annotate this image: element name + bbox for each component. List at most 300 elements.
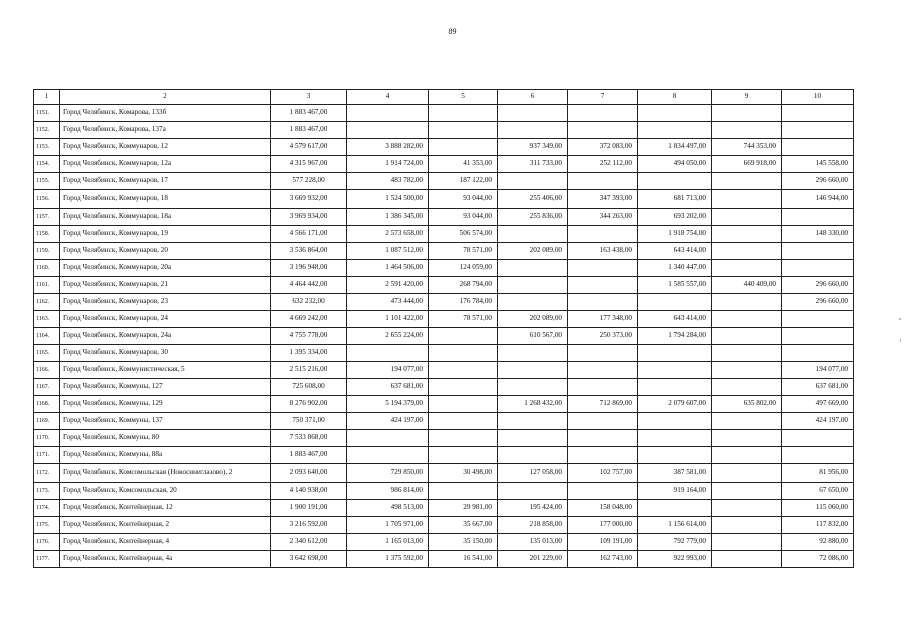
address-cell: Город Челябинск, Комарова, 137а (60, 122, 271, 139)
address-cell: Город Челябинск, Коммунаров, 18а (60, 209, 271, 226)
amount-cell: 311 733,00 (498, 156, 568, 173)
amount-cell: 102 757,00 (568, 464, 638, 483)
amount-cell: 3 969 934,00 (271, 209, 347, 226)
amount-cell (712, 447, 782, 464)
amount-cell: 344 263,00 (568, 209, 638, 226)
amount-cell (712, 311, 782, 328)
amount-cell (782, 311, 854, 328)
amount-cell: 1 464 506,00 (347, 260, 429, 277)
amount-cell: 3 888 282,00 (347, 139, 429, 156)
row-number-cell: 1165. (34, 345, 60, 362)
amount-cell: 16 541,00 (429, 551, 498, 568)
amount-cell (498, 122, 568, 139)
address-cell: Город Челябинск, Коммуны, 127 (60, 379, 271, 396)
amount-cell (712, 260, 782, 277)
amount-cell (782, 122, 854, 139)
amount-cell (498, 362, 568, 379)
amount-cell (498, 260, 568, 277)
scan-mark (900, 339, 901, 342)
column-header: 10 (782, 90, 854, 105)
amount-cell (498, 105, 568, 122)
row-number-cell: 1173. (34, 483, 60, 500)
amount-cell: 1 900 191,00 (271, 500, 347, 517)
amount-cell: 194 077,00 (347, 362, 429, 379)
amount-cell: 162 743,00 (568, 551, 638, 568)
amount-cell: 117 832,00 (782, 517, 854, 534)
table-row (34, 226, 854, 243)
amount-cell: 725 608,00 (271, 379, 347, 396)
amount-cell (498, 345, 568, 362)
amount-cell: 78 571,00 (429, 311, 498, 328)
table-row (34, 447, 854, 464)
row-number-cell: 1161. (34, 277, 60, 294)
address-cell: Город Челябинск, Коммунаров, 19 (60, 226, 271, 243)
table-row (34, 156, 854, 173)
amount-cell (712, 328, 782, 345)
amount-cell: 922 993,00 (638, 551, 712, 568)
amount-cell: 29 981,00 (429, 500, 498, 517)
amount-cell (712, 226, 782, 243)
amount-cell: 115 060,00 (782, 500, 854, 517)
amount-cell (498, 413, 568, 430)
table-row (34, 413, 854, 430)
amount-cell: 252 112,00 (568, 156, 638, 173)
amount-cell (429, 139, 498, 156)
amount-cell: 792 779,00 (638, 534, 712, 551)
amount-cell: 372 083,00 (568, 139, 638, 156)
amount-cell: 78 571,00 (429, 243, 498, 260)
amount-cell: 1 101 422,00 (347, 311, 429, 328)
amount-cell (429, 396, 498, 413)
amount-cell: 163 438,00 (568, 243, 638, 260)
row-number-cell: 1174. (34, 500, 60, 517)
amount-cell (712, 413, 782, 430)
amount-cell (638, 447, 712, 464)
address-cell: Город Челябинск, Коммунаров, 17 (60, 173, 271, 190)
table-row (34, 277, 854, 294)
amount-cell (568, 294, 638, 311)
amount-cell: 986 814,00 (347, 483, 429, 500)
row-number-cell: 1153. (34, 139, 60, 156)
address-cell: Город Челябинск, Коммунаров, 20а (60, 260, 271, 277)
table-row (34, 190, 854, 209)
amount-cell: 1 524 500,00 (347, 190, 429, 209)
amount-cell: 424 197,00 (347, 413, 429, 430)
amount-cell: 5 194 379,00 (347, 396, 429, 413)
row-number-cell: 1176. (34, 534, 60, 551)
table-row (34, 517, 854, 534)
amount-cell: 194 077,00 (782, 362, 854, 379)
address-cell: Город Челябинск, Комсомольская, 20 (60, 483, 271, 500)
row-number-cell: 1160. (34, 260, 60, 277)
amount-cell: 250 373,00 (568, 328, 638, 345)
amount-cell (712, 483, 782, 500)
amount-cell: 424 197,00 (782, 413, 854, 430)
table-row (34, 500, 854, 517)
table-row (34, 139, 854, 156)
amount-cell: 176 784,00 (429, 294, 498, 311)
address-cell: Город Челябинск, Коммунаров, 23 (60, 294, 271, 311)
amount-cell: 67 650,00 (782, 483, 854, 500)
amount-cell: 494 050,00 (638, 156, 712, 173)
address-cell: Город Челябинск, Контейнерная, 4 (60, 534, 271, 551)
amount-cell: 92 880,00 (782, 534, 854, 551)
amount-cell (638, 345, 712, 362)
address-cell: Город Челябинск, Коммуны, 137 (60, 413, 271, 430)
address-cell: Город Челябинск, Коммунаров, 18 (60, 190, 271, 209)
amount-cell: 1 087 512,00 (347, 243, 429, 260)
amount-cell (782, 105, 854, 122)
table-row (34, 243, 854, 260)
amount-cell: 177 348,00 (568, 311, 638, 328)
amount-cell (568, 277, 638, 294)
amount-cell (712, 190, 782, 209)
amount-cell (568, 483, 638, 500)
row-number-cell: 1163. (34, 311, 60, 328)
amount-cell: 268 794,00 (429, 277, 498, 294)
amount-cell: 255 836,00 (498, 209, 568, 226)
column-header: 5 (429, 90, 498, 105)
amount-cell (429, 328, 498, 345)
amount-cell: 7 533 868,00 (271, 430, 347, 447)
amount-cell (782, 447, 854, 464)
address-cell: Город Челябинск, Комарова, 133б (60, 105, 271, 122)
table-row (34, 345, 854, 362)
amount-cell: 93 044,00 (429, 209, 498, 226)
amount-cell (712, 534, 782, 551)
amount-cell: 201 229,00 (498, 551, 568, 568)
row-number-cell: 1175. (34, 517, 60, 534)
amount-cell: 744 353,00 (712, 139, 782, 156)
amount-cell: 473 444,00 (347, 294, 429, 311)
row-number-cell: 1155. (34, 173, 60, 190)
amount-cell (712, 362, 782, 379)
address-cell: Город Челябинск, Коммунаров, 20 (60, 243, 271, 260)
amount-cell: 135 013,00 (498, 534, 568, 551)
amount-cell (782, 243, 854, 260)
amount-cell: 177 000,00 (568, 517, 638, 534)
column-header: 7 (568, 90, 638, 105)
amount-cell (782, 139, 854, 156)
amount-cell: 919 164,00 (638, 483, 712, 500)
amount-cell: 145 558,00 (782, 156, 854, 173)
amount-cell: 3 536 864,00 (271, 243, 347, 260)
address-cell: Город Челябинск, Комсомольская (Новосинеглазово), 2 (60, 464, 271, 483)
amount-cell (568, 447, 638, 464)
amount-cell (568, 173, 638, 190)
address-cell: Город Челябинск, Коммунаров, 30 (60, 345, 271, 362)
row-number-cell: 1172. (34, 464, 60, 483)
column-header: 6 (498, 90, 568, 105)
row-number-cell: 1164. (34, 328, 60, 345)
table-row (34, 260, 854, 277)
amount-cell: 195 424,00 (498, 500, 568, 517)
row-number-cell: 1166. (34, 362, 60, 379)
amount-cell: 1 794 284,00 (638, 328, 712, 345)
address-cell: Город Челябинск, Коммунаров, 24 (60, 311, 271, 328)
table-row (34, 362, 854, 379)
amount-cell: 577 228,00 (271, 173, 347, 190)
table-row (34, 551, 854, 568)
amount-cell: 1 340 447,00 (638, 260, 712, 277)
column-header: 3 (271, 90, 347, 105)
amount-cell: 498 513,00 (347, 500, 429, 517)
row-number-cell: 1171. (34, 447, 60, 464)
amount-cell: 4 755 778,00 (271, 328, 347, 345)
amount-cell (498, 447, 568, 464)
table-row (34, 105, 854, 122)
amount-cell (498, 277, 568, 294)
amount-cell (429, 379, 498, 396)
amount-cell: 1 268 432,00 (498, 396, 568, 413)
amount-cell (568, 345, 638, 362)
amount-cell (568, 260, 638, 277)
address-cell: Город Челябинск, Коммуны, 88а (60, 447, 271, 464)
amount-cell: 750 371,00 (271, 413, 347, 430)
amount-cell (347, 122, 429, 139)
amount-cell (638, 430, 712, 447)
amount-cell: 296 660,00 (782, 173, 854, 190)
amount-cell (712, 209, 782, 226)
address-cell: Город Челябинск, Контейнерная, 4а (60, 551, 271, 568)
amount-cell: 1 883 467,00 (271, 122, 347, 139)
amount-cell (712, 551, 782, 568)
amount-cell (638, 500, 712, 517)
page-number: 89 (448, 27, 457, 36)
amount-cell: 643 414,00 (638, 311, 712, 328)
amount-cell (347, 430, 429, 447)
address-cell: Город Челябинск, Контейнерная, 12 (60, 500, 271, 517)
amount-cell: 35 667,00 (429, 517, 498, 534)
amount-cell: 1 883 467,00 (271, 105, 347, 122)
amount-cell: 2 340 612,00 (271, 534, 347, 551)
amount-cell: 3 196 948,00 (271, 260, 347, 277)
amount-cell: 255 406,00 (498, 190, 568, 209)
amount-cell (712, 379, 782, 396)
table-header-row (34, 90, 854, 105)
address-cell: Город Челябинск, Коммуны, 129 (60, 396, 271, 413)
amount-cell (347, 447, 429, 464)
amount-cell: 669 918,00 (712, 156, 782, 173)
amount-cell: 937 349,00 (498, 139, 568, 156)
amount-cell: 72 086,00 (782, 551, 854, 568)
row-number-cell: 1151. (34, 105, 60, 122)
amount-cell (638, 122, 712, 139)
amount-cell: 127 058,00 (498, 464, 568, 483)
table-row (34, 379, 854, 396)
table-row (34, 464, 854, 483)
amount-cell: 643 414,00 (638, 243, 712, 260)
amount-cell: 202 089,00 (498, 243, 568, 260)
amount-cell: 2 655 224,00 (347, 328, 429, 345)
amount-cell (712, 243, 782, 260)
amount-cell (429, 122, 498, 139)
amount-cell: 202 089,00 (498, 311, 568, 328)
amount-cell: 635 802,00 (712, 396, 782, 413)
amount-cell (568, 122, 638, 139)
amount-cell: 387 581,00 (638, 464, 712, 483)
scan-mark (899, 318, 901, 320)
amount-cell: 4 315 967,00 (271, 156, 347, 173)
amount-cell: 81 956,00 (782, 464, 854, 483)
amount-cell: 4 669 242,00 (271, 311, 347, 328)
amount-cell: 148 330,00 (782, 226, 854, 243)
amount-cell (429, 430, 498, 447)
column-header: 2 (60, 90, 271, 105)
amount-cell (638, 413, 712, 430)
address-cell: Город Челябинск, Коммунаров, 21 (60, 277, 271, 294)
row-number-cell: 1157. (34, 209, 60, 226)
amount-cell: 158 048,00 (568, 500, 638, 517)
amount-cell: 3 669 932,00 (271, 190, 347, 209)
amount-cell: 1 375 592,00 (347, 551, 429, 568)
amount-cell: 93 044,00 (429, 190, 498, 209)
table-row (34, 122, 854, 139)
row-number-cell: 1177. (34, 551, 60, 568)
amount-cell (429, 105, 498, 122)
amount-cell: 4 140 938,00 (271, 483, 347, 500)
table-row (34, 483, 854, 500)
amount-cell (429, 413, 498, 430)
amount-cell (568, 413, 638, 430)
amount-cell: 109 191,00 (568, 534, 638, 551)
amount-cell (498, 294, 568, 311)
amount-cell (568, 430, 638, 447)
amount-cell: 296 660,00 (782, 277, 854, 294)
amount-cell (429, 483, 498, 500)
column-header: 9 (712, 90, 782, 105)
amount-cell: 681 713,00 (638, 190, 712, 209)
amount-cell: 729 850,00 (347, 464, 429, 483)
amount-cell (712, 430, 782, 447)
column-header: 1 (34, 90, 60, 105)
amount-cell: 1 918 754,00 (638, 226, 712, 243)
amount-cell: 1 165 013,00 (347, 534, 429, 551)
amount-cell (568, 379, 638, 396)
amount-cell (429, 362, 498, 379)
amount-cell: 2 591 420,00 (347, 277, 429, 294)
amount-cell: 2 515 216,00 (271, 362, 347, 379)
table-row (34, 534, 854, 551)
amount-cell: 1 705 971,00 (347, 517, 429, 534)
row-number-cell: 1170. (34, 430, 60, 447)
row-number-cell: 1158. (34, 226, 60, 243)
amount-cell: 2 093 640,00 (271, 464, 347, 483)
amount-cell (712, 294, 782, 311)
amount-cell (712, 173, 782, 190)
amount-cell: 41 353,00 (429, 156, 498, 173)
amount-cell: 632 232,00 (271, 294, 347, 311)
amount-cell: 4 464 442,00 (271, 277, 347, 294)
amount-cell (638, 105, 712, 122)
amount-cell (347, 105, 429, 122)
amount-cell (782, 430, 854, 447)
amount-cell: 124 059,00 (429, 260, 498, 277)
amount-cell (712, 464, 782, 483)
amount-cell: 4 579 617,00 (271, 139, 347, 156)
amount-cell (498, 430, 568, 447)
address-cell: Город Челябинск, Коммунаров, 12 (60, 139, 271, 156)
amount-cell (712, 345, 782, 362)
address-cell: Город Челябинск, Коммунаров, 12а (60, 156, 271, 173)
row-number-cell: 1168. (34, 396, 60, 413)
amount-cell: 693 202,00 (638, 209, 712, 226)
table-row (34, 328, 854, 345)
amount-cell (568, 362, 638, 379)
amount-cell (782, 260, 854, 277)
table-body (34, 105, 854, 568)
amount-cell (712, 517, 782, 534)
amount-cell: 1 156 614,00 (638, 517, 712, 534)
amount-cell: 497 669,00 (782, 396, 854, 413)
table-row (34, 311, 854, 328)
amount-cell: 3 216 592,00 (271, 517, 347, 534)
amount-cell (782, 345, 854, 362)
address-cell: Город Челябинск, Коммунистическая, 5 (60, 362, 271, 379)
address-cell: Город Челябинск, Коммунаров, 24а (60, 328, 271, 345)
column-header: 8 (638, 90, 712, 105)
amount-cell: 3 642 698,00 (271, 551, 347, 568)
amount-cell: 1 585 557,00 (638, 277, 712, 294)
amount-cell: 2 573 658,00 (347, 226, 429, 243)
address-cell: Город Челябинск, Контейнерная, 2 (60, 517, 271, 534)
amount-cell (712, 122, 782, 139)
amount-cell (638, 173, 712, 190)
amount-cell: 30 498,00 (429, 464, 498, 483)
row-number-cell: 1167. (34, 379, 60, 396)
amount-cell: 637 681,00 (782, 379, 854, 396)
amount-cell: 2 079 607,00 (638, 396, 712, 413)
amount-cell: 506 574,00 (429, 226, 498, 243)
amount-cell (498, 379, 568, 396)
amount-cell (782, 209, 854, 226)
amount-cell: 35 150,00 (429, 534, 498, 551)
amount-cell: 146 944,00 (782, 190, 854, 209)
amount-cell: 187 122,00 (429, 173, 498, 190)
column-header: 4 (347, 90, 429, 105)
amount-cell (638, 294, 712, 311)
amount-cell (347, 345, 429, 362)
amount-cell: 712 869,00 (568, 396, 638, 413)
row-number-cell: 1162. (34, 294, 60, 311)
amount-cell: 8 276 902,00 (271, 396, 347, 413)
table-row (34, 173, 854, 190)
table-row (34, 209, 854, 226)
amount-cell (429, 447, 498, 464)
amount-cell (712, 105, 782, 122)
amount-cell: 347 393,00 (568, 190, 638, 209)
amount-cell (638, 362, 712, 379)
amount-cell (498, 483, 568, 500)
row-number-cell: 1156. (34, 190, 60, 209)
amount-cell (712, 500, 782, 517)
amount-cell: 1 914 724,00 (347, 156, 429, 173)
amount-cell: 1 395 334,00 (271, 345, 347, 362)
table-row (34, 430, 854, 447)
table-row (34, 396, 854, 413)
amount-cell: 1 883 467,00 (271, 447, 347, 464)
amount-cell: 440 409,00 (712, 277, 782, 294)
amount-cell: 218 858,00 (498, 517, 568, 534)
row-number-cell: 1159. (34, 243, 60, 260)
amount-cell (568, 226, 638, 243)
data-table (33, 89, 854, 568)
amount-cell: 483 782,00 (347, 173, 429, 190)
amount-cell (429, 345, 498, 362)
table-row (34, 294, 854, 311)
amount-cell (638, 379, 712, 396)
address-cell: Город Челябинск, Коммуны, 80 (60, 430, 271, 447)
